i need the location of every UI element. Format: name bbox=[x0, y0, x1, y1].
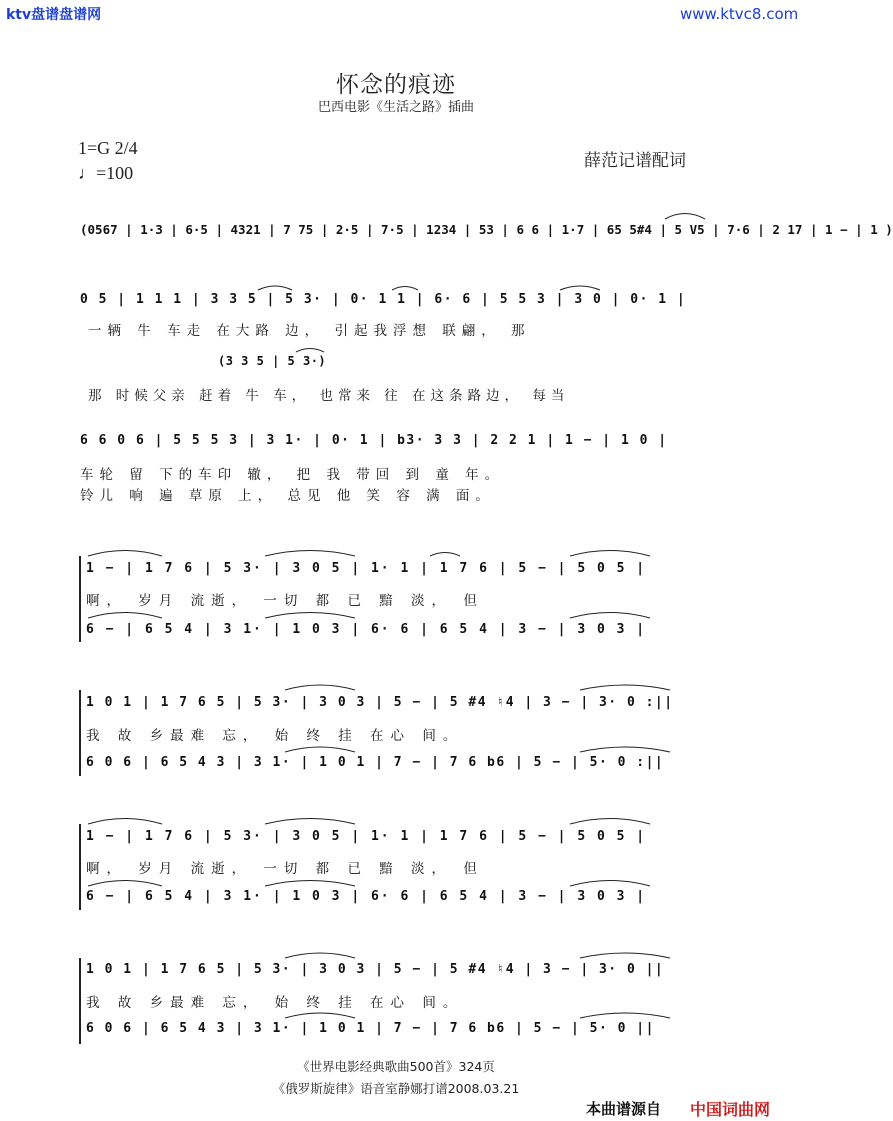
tempo-marking: ♩=100 bbox=[78, 163, 134, 183]
chorus-1-lyrics: 啊， 岁月 流逝， 一切 都 已 黯 淡， 但 bbox=[86, 593, 484, 609]
chorus-2-lyrics: 我 故 乡最难 忘， 始 终 挂 在心 间。 bbox=[86, 728, 464, 744]
verse-line2b-lyrics: 铃儿 响 遍 草原 上， 总见 他 笑 容 满 面。 bbox=[80, 488, 495, 504]
source-site-link[interactable]: 中国词曲网 bbox=[690, 1100, 771, 1119]
verse-line1-lyrics: 一辆 牛 车走 在大路 边， 引起我浮想 联翩， 那 bbox=[88, 323, 531, 339]
verse-line2-notes: 6 6 0 6 | 5 5 5 3 | 3 1· | 0· 1 | b3· 3 3 | 2 2 1 | 1 − | 1 0 | bbox=[80, 433, 668, 448]
key-signature: 1=G 2/4 bbox=[78, 138, 138, 158]
footer-source-book: 《世界电影经典歌曲500首》324页 bbox=[297, 1059, 495, 1074]
chorus-3-lyrics: 啊， 岁月 流逝， 一切 都 已 黯 淡， 但 bbox=[86, 861, 484, 877]
verse-line1b-lyrics: 那 时候父亲 赶着 牛 车， 也常来 往 在这条路边， 每当 bbox=[88, 388, 570, 404]
verse-line2-lyrics: 车轮 留 下的车印 辙， 把 我 带回 到 童 年。 bbox=[80, 467, 505, 483]
watermark-left: ktv盘谱盘谱网 bbox=[6, 7, 102, 23]
song-subtitle: 巴西电影《生活之路》插曲 bbox=[317, 100, 474, 115]
chorus-3-upper-notes: 1 − | 1 7 6 | 5 3· | 3 0 5 | 1· 1 | 1 7 6 | 5 − | 5 0 5 | bbox=[86, 829, 647, 844]
footer-typesetter: 《俄罗斯旋律》语音室静娜打谱2008.03.21 bbox=[272, 1081, 520, 1096]
chorus-3-lower-notes: 6 − | 6 5 4 | 3 1· | 1 0 3 | 6· 6 | 6 5 4 | 3 − | 3 0 3 | bbox=[86, 889, 647, 904]
interlude-notes: (3 3 5 | 5 3·) bbox=[218, 354, 327, 368]
chorus-4-upper-notes: 1 0 1 | 1 7 6 5 | 5 3· | 3 0 3 | 5 − | 5 #4 ♮4 | 3 − | 3· 0 || bbox=[86, 962, 665, 977]
chorus-1-lower-notes: 6 − | 6 5 4 | 3 1· | 1 0 3 | 6· 6 | 6 5 4 | 3 − | 3 0 3 | bbox=[86, 622, 647, 637]
chorus-2-lower-notes: 6 0 6 | 6 5 4 3 | 3 1· | 1 0 1 | 7 − | 7 6 b6 | 5 − | 5· 0 :|| bbox=[86, 755, 665, 770]
verse-line1-notes: 0 5 | 1 1 1 | 3 3 5 | 5 3· | 0· 1 1 | 6· 6 | 5 5 3 | 3 0 | 0· 1 | bbox=[80, 292, 687, 307]
song-title: 怀念的痕迹 bbox=[336, 72, 456, 98]
chorus-4-lyrics: 我 故 乡最难 忘， 始 终 挂 在心 间。 bbox=[86, 995, 464, 1011]
chorus-4-lower-notes: 6 0 6 | 6 5 4 3 | 3 1· | 1 0 1 | 7 − | 7 6 b6 | 5 − | 5· 0 || bbox=[86, 1021, 655, 1036]
chorus-1-upper-notes: 1 − | 1 7 6 | 5 3· | 3 0 5 | 1· 1 | 1 7 6 | 5 − | 5 0 5 | bbox=[86, 561, 647, 576]
chorus-2-upper-notes: 1 0 1 | 1 7 6 5 | 5 3· | 3 0 3 | 5 − | 5 #4 ♮4 | 3 − | 3· 0 :|| bbox=[86, 695, 674, 710]
watermark-right: www.ktvc8.com bbox=[680, 5, 799, 23]
source-label: 本曲谱源自 bbox=[586, 1100, 662, 1118]
intro-notes: (0567 | 1·3 | 6·5 | 4321 | 7 75 | 2·5 | 7·5 | 1234 | 53 | 6 6 | 1·7 | 65 5#4 | 5 V5 | 7·6 | 2 17 | 1 − | 1 ) bbox=[80, 222, 893, 237]
credit-text: 薛范记谱配词 bbox=[584, 151, 686, 171]
